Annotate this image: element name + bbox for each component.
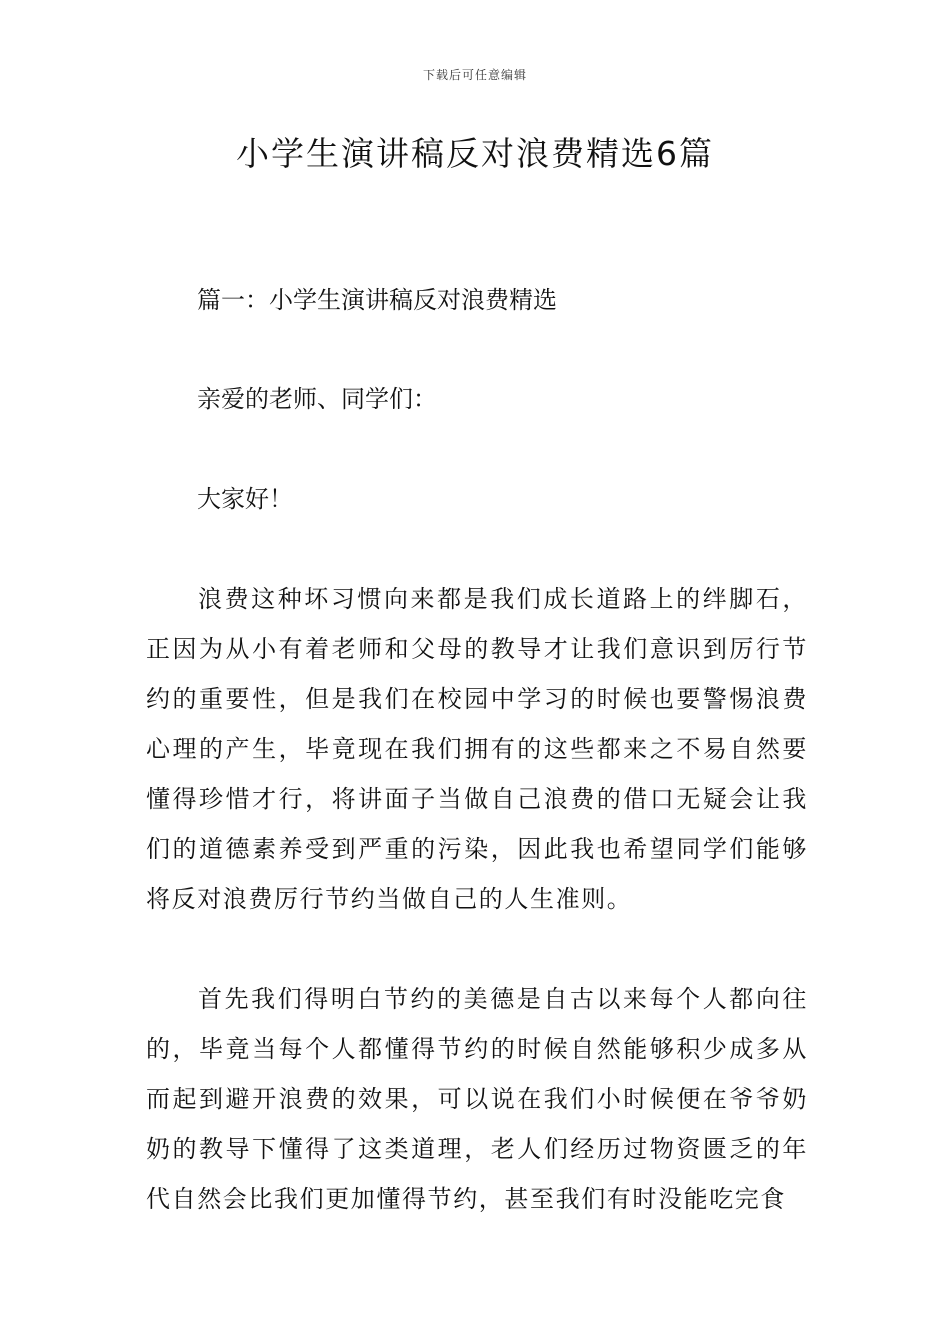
- document-title: 小学生演讲稿反对浪费精选6篇: [236, 134, 714, 173]
- section-heading: 篇一：小学生演讲稿反对浪费精选: [197, 286, 557, 314]
- salutation: 亲爱的老师、同学们：: [197, 385, 437, 413]
- paragraph-2: 首先我们得明白节约的美德是自古以来每个人都向往的，毕竟当每个人都懂得节约的时候自然能够积少成多从而起到避开浪费的效果，可以说在我们小时候便在爷爷奶奶的教导下懂得了这类道理，老人们经历过物资匮乏的年代自然会比我们更加懂得节约，甚至我们有时没能吃完食: [146, 985, 808, 1213]
- greeting: 大家好！: [197, 485, 293, 513]
- header-note: 下载后可任意编辑: [422, 68, 527, 82]
- paragraph-1: 浪费这种坏习惯向来都是我们成长道路上的绊脚石，正因为从小有着老师和父母的教导才让我们意识到厉行节约的重要性，但是我们在校园中学习的时候也要警惕浪费心理的产生，毕竟现在我们拥有的这些都来之不易自然要懂得珍惜才行，将讲面子当做自己浪费的借口无疑会让我们的道德素养受到严重的污染，因此我也希望同学们能够将反对浪费厉行节约当做自己的人生准则。: [146, 585, 808, 913]
